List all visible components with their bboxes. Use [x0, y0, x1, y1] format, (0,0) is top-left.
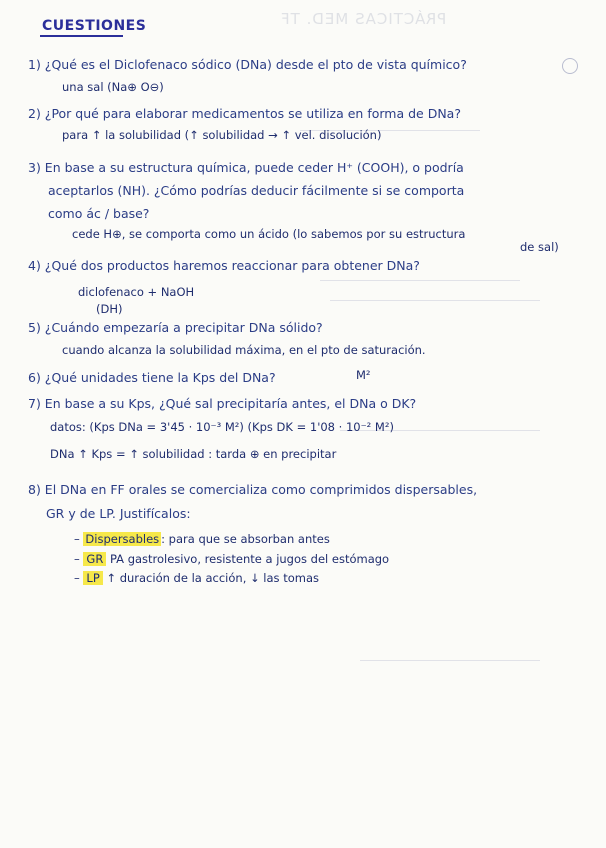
answer-2: para ↑ la solubilidad (↑ solubilidad → ↑ vel. disolución) [62, 128, 382, 142]
question-1: 1) ¿Qué es el Diclofenaco sódico (DNa) desde el pto de vista químico? [28, 57, 467, 72]
answer-5: cuando alcanza la solubilidad máxima, en el pto de saturación. [62, 343, 426, 357]
question-3-line-2: aceptarlos (NH). ¿Cómo podrías deducir fácilmente si se comporta [48, 183, 465, 198]
answer-3-line-1: cede H⊕, se comporta como un ácido (lo sabemos por su estructura [72, 227, 466, 241]
ghost-title: PRÁCTICAS MED. TF [280, 10, 447, 28]
tag-gr: GR [83, 552, 106, 566]
answer-4-line-2: (DH) [96, 302, 123, 316]
text-dispersables: : para que se absorban antes [161, 532, 330, 546]
question-8-line-1: 8) El DNa en FF orales se comercializa como comprimidos dispersables, [28, 482, 478, 497]
question-7: 7) En base a su Kps, ¿Qué sal precipitaría antes, el DNa o DK? [28, 396, 417, 411]
text-gr: PA gastrolesivo, resistente a jugos del estómago [109, 552, 390, 566]
ghost-line [330, 300, 540, 301]
tag-lp: LP [83, 571, 102, 585]
tag-dispersables: Dispersables [85, 532, 160, 546]
question-8-line-2: GR y de LP. Justifícalos: [46, 506, 191, 521]
answer-4-line-1: diclofenaco + NaOH [78, 285, 195, 299]
question-6: 6) ¿Qué unidades tiene la Kps del DNa? [28, 370, 276, 385]
question-2: 2) ¿Por qué para elaborar medicamentos se utiliza en forma de DNa? [28, 106, 461, 121]
ghost-line [320, 280, 520, 281]
circle-mark-icon [562, 58, 578, 74]
answer-7: DNa ↑ Kps = ↑ solubilidad : tarda ⊕ en precipitar [50, 447, 337, 461]
ghost-line [360, 660, 540, 661]
data-7: datos: (Kps DNa = 3'45 · 10⁻³ M²) (Kps DK = 1'08 · 10⁻² M²) [50, 420, 394, 434]
answer-1: una sal (Na⊕ O⊖) [62, 80, 164, 94]
title-underline [40, 35, 123, 37]
question-3-line-1: 3) En base a su estructura química, puede ceder H⁺ (COOH), o podría [28, 160, 464, 175]
text-lp: ↑ duración de la acción, ↓ las tomas [106, 571, 319, 585]
item-dispersables: – Dispersables : para que se absorban antes [74, 532, 330, 546]
question-3-line-3: como ác / base? [48, 206, 150, 221]
page-title: CUESTIONES [42, 18, 147, 34]
question-5: 5) ¿Cuándo empezaría a precipitar DNa sólido? [28, 320, 323, 335]
item-lp: – LP ↑ duración de la acción, ↓ las tomas [74, 571, 319, 585]
answer-3-line-2: de sal) [520, 240, 559, 254]
question-4: 4) ¿Qué dos productos haremos reaccionar para obtener DNa? [28, 258, 420, 273]
answer-6: M² [356, 368, 371, 382]
item-gr: – GR PA gastrolesivo, resistente a jugos del estómago [74, 552, 390, 566]
